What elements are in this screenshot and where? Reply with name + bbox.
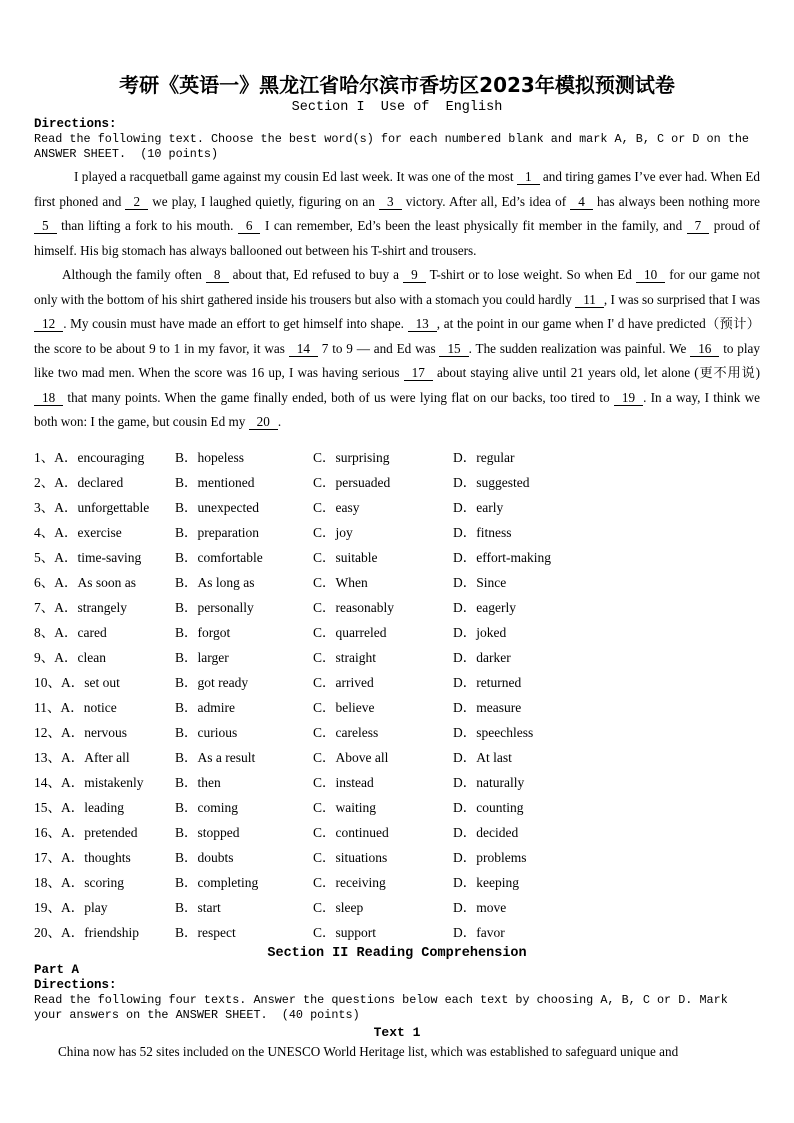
question-8-option-A: 8、A．cared	[34, 625, 107, 640]
cloze-question-1	[34, 444, 760, 469]
question-6-option-A: 6、A．As soon as	[34, 575, 137, 590]
question-15-option-C: C．waiting	[313, 800, 376, 815]
question-15-option-A: 15、A．leading	[34, 800, 124, 815]
cloze-question-15	[34, 794, 760, 819]
question-8-option-C: C．quarreled	[313, 625, 387, 640]
question-7-option-B: B．personally	[175, 600, 254, 615]
cloze-question-17	[34, 844, 760, 869]
question-1-option-D: D．regular	[453, 450, 515, 465]
question-19-option-D: D．move	[453, 900, 507, 915]
page-title: 考研《英语一》黑龙江省哈尔滨市香坊区2023年模拟预测试卷	[119, 73, 675, 97]
question-5-option-B: B．comfortable	[175, 550, 263, 565]
cloze-blank-18: 18	[34, 390, 63, 406]
question-5-option-C: C．suitable	[313, 550, 378, 565]
question-1-option-C: C．surprising	[313, 450, 390, 465]
question-6-option-B: B．As long as	[175, 575, 255, 590]
part-a-directions-line-2: your answers on the ANSWER SHEET. (40 points)	[34, 1007, 360, 1022]
question-16-option-D: D．decided	[453, 825, 519, 840]
part-a-directions-label: Directions:	[34, 977, 117, 992]
cloze-question-5	[34, 544, 760, 569]
cloze-question-8	[34, 619, 760, 644]
question-17-option-A: 17、A．thoughts	[34, 850, 131, 865]
question-3-option-D: D．early	[453, 500, 504, 515]
question-14-option-A: 14、A．mistakenly	[34, 775, 144, 790]
question-6-option-C: C．When	[313, 575, 368, 590]
cloze-blank-16: 16	[690, 341, 719, 357]
question-14-option-D: D．naturally	[453, 775, 525, 790]
cloze-question-14	[34, 769, 760, 794]
question-19-option-B: B．start	[175, 900, 221, 915]
question-12-option-D: D．speechless	[453, 725, 534, 740]
cloze-blank-11: 11	[575, 292, 604, 308]
question-1-option-A: 1、A．encouraging	[34, 450, 145, 465]
question-18-option-A: 18、A．scoring	[34, 875, 124, 890]
question-17-option-B: B．doubts	[175, 850, 234, 865]
question-10-option-C: C．arrived	[313, 675, 374, 690]
cloze-question-12	[34, 719, 760, 744]
cloze-blank-14: 14	[289, 341, 318, 357]
question-5-option-D: D．effort-making	[453, 550, 551, 565]
question-11-option-C: C．believe	[313, 700, 375, 715]
section1-directions-line-1: Read the following text. Choose the best word(s) for each numbered blank and mark A, B, C or D on the	[34, 132, 750, 146]
cloze-question-list	[34, 444, 760, 944]
cloze-question-6	[34, 569, 760, 594]
cloze-passage-paragraph-2: Although the family often 8 about that, Ed refused to buy a 9 T-shirt or to lose weight. So when Ed 10 for our game not only with the bottom of his shirt gathered inside his trousers but also with a stomach you could hardly 11 , I was so surprised that I was 12 . My cousin must have made an effort to get himself into shape. 13 , at the point in our game when I' d have predicted（预计）the score to be about 9 to 1 in my favor, it was 14 7 to 9 — and Ed was 15 . The sudden realization was painful. We 16 to play like two mad men. When the score was 16 up, I was having serious 17 about staying alive until 21 years old, let alone (更不用说) 18 that many points. When the game finally ended, both of us were lying flat on our backs, too tired to 19 . In a way, I think we both won: I the game, but cousin Ed my 20 .	[34, 267, 761, 429]
cloze-blank-6: 6	[238, 218, 261, 234]
cloze-blank-13: 13	[408, 316, 437, 332]
question-13-option-A: 13、A．After all	[34, 750, 130, 765]
question-11-option-B: B．admire	[175, 700, 235, 715]
cloze-question-4	[34, 519, 760, 544]
question-20-option-D: D．favor	[453, 925, 505, 940]
question-13-option-C: C．Above all	[313, 750, 389, 765]
question-18-option-C: C．receiving	[313, 875, 386, 890]
question-4-option-D: D．fitness	[453, 525, 512, 540]
question-15-option-D: D．counting	[453, 800, 524, 815]
cloze-question-19	[34, 894, 760, 919]
cloze-blank-3: 3	[379, 194, 402, 210]
question-12-option-B: B．curious	[175, 725, 238, 740]
cloze-blank-5: 5	[34, 218, 57, 234]
question-4-option-B: B．preparation	[175, 525, 259, 540]
cloze-passage-paragraph-1: I played a racquetball game against my cousin Ed last week. It was one of the most 1 and tiring games I’ve ever had. When Ed first phoned and 2 we play, I laughed quietly, figuring on an 3 victory. After all, Ed’s idea of 4 has always been nothing more 5 than lifting a fork to his mouth. 6 I can remember, Ed’s been the least physically fit member in the family, and 7 proud of himself. His big stomach has always ballooned out between his T-shirt and trousers.	[34, 169, 760, 258]
question-10-option-A: 10、A．set out	[34, 675, 120, 690]
question-11-option-A: 11、A．notice	[34, 700, 117, 715]
question-9-option-A: 9、A．clean	[34, 650, 106, 665]
question-19-option-C: C．sleep	[313, 900, 364, 915]
cloze-blank-4: 4	[570, 194, 593, 210]
question-2-option-A: 2、A．declared	[34, 475, 124, 490]
section2-heading: Section II Reading Comprehension	[267, 945, 527, 961]
section1-heading: Section I Use of English	[291, 100, 503, 115]
cloze-question-16	[34, 819, 760, 844]
question-12-option-A: 12、A．nervous	[34, 725, 127, 740]
question-7-option-D: D．eagerly	[453, 600, 516, 615]
question-8-option-B: B．forgot	[175, 625, 231, 640]
cloze-question-13	[34, 744, 760, 769]
cloze-question-9	[34, 644, 760, 669]
cloze-question-11	[34, 694, 760, 719]
question-2-option-B: B．mentioned	[175, 475, 255, 490]
question-14-option-B: B．then	[175, 775, 221, 790]
question-6-option-D: D．Since	[453, 575, 507, 590]
question-5-option-A: 5、A．time-saving	[34, 550, 142, 565]
cloze-blank-20: 20	[249, 414, 278, 430]
cloze-blank-9: 9	[403, 267, 426, 283]
question-13-option-B: B．As a result	[175, 750, 256, 765]
question-2-option-C: C．persuaded	[313, 475, 391, 490]
question-18-option-D: D．keeping	[453, 875, 519, 890]
question-4-option-C: C．joy	[313, 525, 353, 540]
question-17-option-D: D．problems	[453, 850, 527, 865]
question-13-option-D: D．At last	[453, 750, 512, 765]
section1-directions-label: Directions:	[34, 117, 117, 131]
cloze-blank-19: 19	[614, 390, 643, 406]
question-10-option-B: B．got ready	[175, 675, 249, 690]
text1-heading: Text 1	[373, 1024, 421, 1040]
question-15-option-B: B．coming	[175, 800, 238, 815]
question-16-option-C: C．continued	[313, 825, 389, 840]
question-10-option-D: D．returned	[453, 675, 522, 690]
question-3-option-A: 3、A．unforgettable	[34, 500, 150, 515]
cloze-question-2	[34, 469, 760, 494]
question-9-option-B: B．larger	[175, 650, 229, 665]
section1-directions-line-2: ANSWER SHEET. (10 points)	[34, 147, 219, 161]
question-9-option-D: D．darker	[453, 650, 511, 665]
cloze-question-7	[34, 594, 760, 619]
question-17-option-C: C．situations	[313, 850, 388, 865]
question-20-option-B: B．respect	[175, 925, 236, 940]
question-18-option-B: B．completing	[175, 875, 259, 890]
question-7-option-C: C．reasonably	[313, 600, 394, 615]
question-20-option-A: 20、A．friendship	[34, 925, 139, 940]
text1-paragraph: China now has 52 sites included on the UNESCO World Heritage list, which was established to safeguard unique and	[58, 1043, 679, 1059]
cloze-blank-8: 8	[206, 267, 229, 283]
question-8-option-D: D．joked	[453, 625, 507, 640]
question-14-option-C: C．instead	[313, 775, 374, 790]
part-a-label: Part A	[34, 962, 80, 977]
part-a-directions-line-1: Read the following four texts. Answer the questions below each text by choosing A, B, C or D. Mark	[34, 992, 728, 1007]
cloze-blank-7: 7	[687, 218, 710, 234]
cloze-blank-2: 2	[125, 194, 148, 210]
cloze-question-10	[34, 669, 760, 694]
question-11-option-D: D．measure	[453, 700, 522, 715]
cloze-blank-10: 10	[636, 267, 665, 283]
question-2-option-D: D．suggested	[453, 475, 530, 490]
cloze-blank-12: 12	[34, 316, 63, 332]
cloze-blank-15: 15	[439, 341, 468, 357]
cloze-blank-17: 17	[404, 365, 433, 381]
question-3-option-C: C．easy	[313, 500, 360, 515]
question-7-option-A: 7、A．strangely	[34, 600, 127, 615]
question-3-option-B: B．unexpected	[175, 500, 259, 515]
question-19-option-A: 19、A．play	[34, 900, 108, 915]
cloze-question-20	[34, 919, 760, 944]
question-4-option-A: 4、A．exercise	[34, 525, 122, 540]
cloze-question-18	[34, 869, 760, 894]
cloze-blank-1: 1	[517, 169, 540, 185]
question-1-option-B: B．hopeless	[175, 450, 244, 465]
cloze-question-3	[34, 494, 760, 519]
question-16-option-A: 16、A．pretended	[34, 825, 138, 840]
question-16-option-B: B．stopped	[175, 825, 240, 840]
question-20-option-C: C．support	[313, 925, 377, 940]
question-9-option-C: C．straight	[313, 650, 376, 665]
question-12-option-C: C．careless	[313, 725, 379, 740]
